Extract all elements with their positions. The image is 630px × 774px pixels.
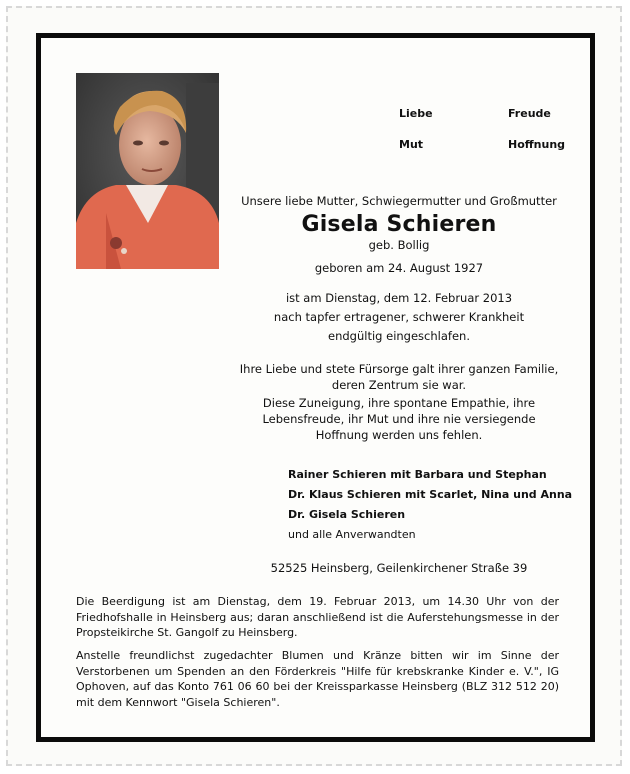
tribute2-line-2: Lebensfreude, ihr Mut und ihre nie versiegende [262, 412, 536, 426]
birth-date: geboren am 24. August 1927 [314, 261, 484, 275]
obituary-frame [36, 33, 595, 742]
word-freude: Freude [508, 107, 551, 120]
intro-text: Unsere liebe Mutter, Schwiegermutter und Großmutter [241, 194, 557, 208]
mourner-3: Dr. Gisela Schieren [288, 508, 406, 521]
word-mut: Mut [399, 138, 424, 151]
funeral-paragraph: Die Beerdigung ist am Dienstag, dem 19. Februar 2013, um 14.30 Uhr von der Friedhofshalle in Heinsberg aus; daran anschließend ist die Auferstehungsmesse in der Propsteikirche St. Gangolf zu Heinsberg. [76, 595, 559, 639]
tribute1-line-1: Ihre Liebe und stete Fürsorge galt ihrer ganzen Familie, [239, 362, 559, 376]
tribute1-line-2: deren Zentrum sie war. [331, 378, 467, 392]
tribute2-line-3: Hoffnung werden uns fehlen. [315, 428, 483, 442]
portrait-image [76, 73, 219, 269]
death-line-3: endgültig eingeschlafen. [328, 329, 470, 343]
word-hoffnung: Hoffnung [508, 138, 566, 151]
death-line-2: nach tapfer ertragener, schwerer Krankheit [273, 310, 525, 324]
mourner-2: Dr. Klaus Schieren mit Scarlet, Nina und Anna [288, 488, 573, 501]
death-line-1: ist am Dienstag, dem 12. Februar 2013 [285, 291, 513, 305]
portrait-photo [76, 73, 219, 269]
word-liebe: Liebe [399, 107, 433, 120]
mourner-1: Rainer Schieren mit Barbara und Stephan [288, 468, 547, 481]
donation-paragraph: Anstelle freundlichst zugedachter Blumen und Kränze bitten wir im Sinne der Verstorbenen um Spenden an den Förderkreis "Hilfe für krebskranke Kinder e. V.", IG Ophoven, auf das Konto 761 06 60 bei der Kreissparkasse Heinsberg (BLZ 312 512 20) mit dem Kennwort "Gisela Schieren". [76, 649, 559, 709]
mourner-4: und alle Anverwandten [288, 528, 416, 541]
maiden-name: geb. Bollig [368, 238, 430, 252]
tribute2-line-1: Diese Zuneigung, ihre spontane Empathie, ihre [262, 396, 536, 410]
address: 52525 Heinsberg, Geilenkirchener Straße 39 [270, 561, 528, 575]
deceased-name: Gisela Schieren [301, 212, 497, 237]
